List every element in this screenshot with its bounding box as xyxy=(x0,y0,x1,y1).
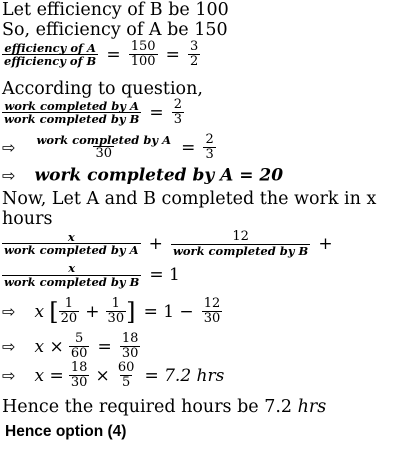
arrow-icon: ⇨ xyxy=(2,302,16,322)
fraction-2-3: $\frac{2}{3}$ xyxy=(173,97,183,128)
line-now: Now, Let A and B completed the work in x xyxy=(2,189,377,209)
equation-result: ⇨ x = $\frac{18}{30}$ × $\frac{60}{5}$ = 7.2 hrs xyxy=(2,360,225,391)
fraction-1-30: $\frac{1}{30}$ xyxy=(107,296,125,327)
fraction-150-100: $\frac{150}{100}$ xyxy=(130,39,156,70)
equation-efficiency-ratio: $\frac{\text{efficiency of A}}{\text{efficiency of B}}$ = $\frac{150}{100}$ = $\frac{3}{2}$ xyxy=(4,39,199,70)
fraction-work: $\frac{\text{work completed by A}}{\text{work completed by B}}$ xyxy=(4,98,140,127)
fraction-18-30: $\frac{18}{30}$ xyxy=(121,331,139,362)
line-efficiency-a: So, efficiency of A be 150 xyxy=(2,20,228,40)
arrow-icon: ⇨ xyxy=(2,366,16,386)
equation-times: ⇨ x × $\frac{5}{60}$ = $\frac{18}{30}$ xyxy=(2,331,139,362)
fraction-18-30: $\frac{18}{30}$ xyxy=(70,360,88,391)
fraction-3-2: $\frac{3}{2}$ xyxy=(189,39,199,70)
fraction-5-60: $\frac{5}{60}$ xyxy=(70,331,88,362)
fraction-12-30: $\frac{12}{30}$ xyxy=(203,296,221,327)
line-efficiency-b: Let efficiency of B be 100 xyxy=(2,0,229,20)
fraction-efficiency: $\frac{\text{efficiency of A}}{\text{efficiency of B}}$ xyxy=(4,40,97,69)
fraction-x-work-b: $\frac{x}{\text{work completed by B}}$ xyxy=(4,261,140,289)
equation-bracket: ⇨ x [ $\frac{1}{20}$ + $\frac{1}{30}$ ] = 1 − $\frac{12}{30}$ xyxy=(2,296,221,327)
arrow-icon: ⇨ xyxy=(2,337,16,357)
arrow-icon: ⇨ xyxy=(2,166,16,185)
line-according: According to question, xyxy=(2,79,203,99)
line-conclusion: Hence the required hours be 7.2 hrs xyxy=(2,397,327,417)
fraction-1-20: $\frac{1}{20}$ xyxy=(60,296,78,327)
fraction-x-work-a: $\frac{x}{\text{work completed by A}}$ xyxy=(4,229,139,258)
fraction-12-work-b: $\frac{12}{\text{work completed by B}}$ xyxy=(172,229,309,259)
fraction-2-3: $\frac{2}{3}$ xyxy=(205,132,214,163)
fraction-work-30: $\frac{\text{work completed by A}}{30}$ xyxy=(36,132,171,162)
line-hours: hours xyxy=(2,209,53,229)
equation-work-20: ⇨ work completed by A = 20 xyxy=(2,165,284,186)
equation-sum: $\frac{x}{\text{work completed by A}}$ + $\frac{12}{\text{work completed by B}}$ + xyxy=(4,229,333,259)
answer-option: Hence option (4) xyxy=(5,423,127,440)
equation-work-over-30: ⇨ $\frac{\text{work completed by A}}{30}$ = $\frac{2}{3}$ xyxy=(2,132,214,163)
fraction-60-5: $\frac{60}{5}$ xyxy=(117,360,135,391)
arrow-icon: ⇨ xyxy=(2,138,16,158)
equation-work-ratio: $\frac{\text{work completed by A}}{\text{work completed by B}}$ = $\frac{2}{3}$ xyxy=(4,97,183,128)
equation-sum-cont: $\frac{x}{\text{work completed by B}}$ = 1 xyxy=(4,261,180,289)
